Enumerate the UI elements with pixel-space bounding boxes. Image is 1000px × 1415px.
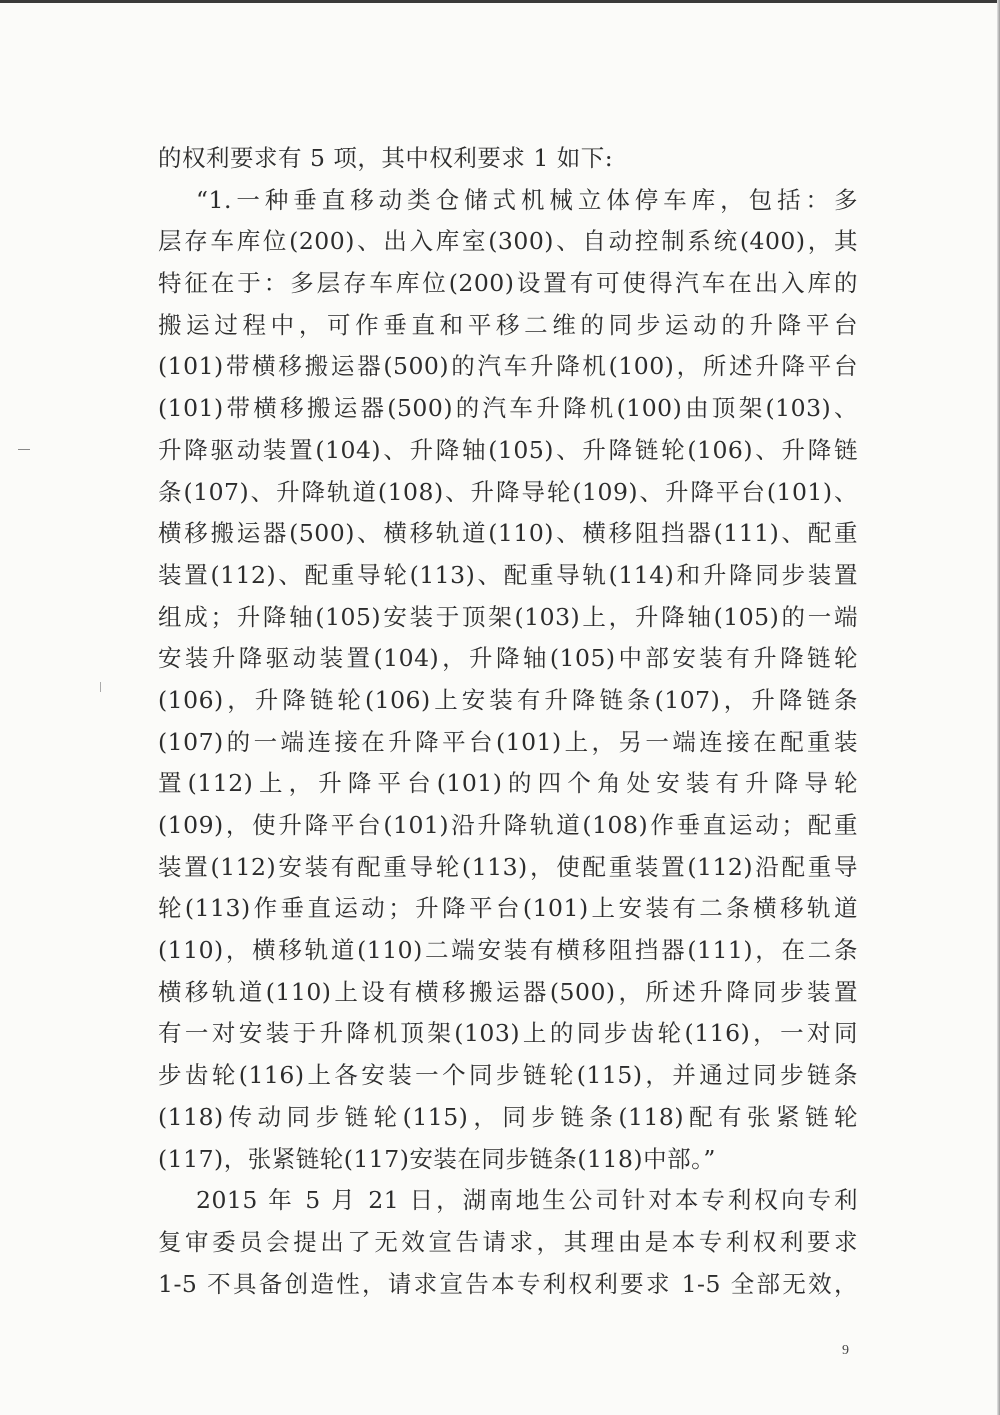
text-line: “1.一种垂直移动类仓储式机械立体停车库，包括：多 [196,185,858,214]
scan-top-border [0,0,1000,3]
text-line: 置(112)上，升降平台(101)的四个角处安装有升降导轮 [158,769,858,798]
text-line: 轮(113)作垂直运动；升降平台(101)上安装有二条横移轨道 [158,894,858,923]
text-line: 2015 年 5 月 21 日，湖南地生公司针对本专利权向专利 [196,1186,858,1215]
text-line: 有一对安装于升降机顶架(103)上的同步齿轮(116)，一对同 [158,1019,858,1048]
text-line: 组成；升降轴(105)安装于顶架(103)上，升降轴(105)的一端 [158,602,858,631]
text-line: (101)带横移搬运器(500)的汽车升降机(100)，所述升降平台 [158,352,858,381]
text-line: 搬运过程中，可作垂直和平移二维的同步运动的升降平台 [158,310,858,339]
text-line: 特征在于：多层存车库位(200)设置有可使得汽车在出入库的 [158,269,858,298]
text-line: 复审委员会提出了无效宣告请求，其理由是本专利权利要求 [158,1227,858,1256]
page-number: 9 [842,1343,849,1358]
text-line: 步齿轮(116)上各安装一个同步链轮(115)，并通过同步链条 [158,1061,858,1090]
text-line: (107)的一端连接在升降平台(101)上，另一端连接在配重装 [158,727,858,756]
document-body [158,138,858,1305]
text-line: 横移轨道(110)上设有横移搬运器(500)，所述升降同步装置 [158,977,858,1006]
text-line: 条(107)、升降轨道(108)、升降导轮(109)、升降平台(101)、 [158,477,858,506]
text-line: (106)，升降链轮(106)上安装有升降链条(107)，升降链条 [158,685,858,714]
text-line: (101)带横移搬运器(500)的汽车升降机(100)由顶架(103)、 [158,394,858,423]
text-line: (117)，张紧链轮(117)安装在同步链条(118)中部。” [158,1144,716,1173]
text-line: 装置(112)安装有配重导轮(113)，使配重装置(112)沿配重导 [158,852,858,881]
text-line: 装置(112)、配重导轮(113)、配重导轨(114)和升降同步装置 [158,560,858,589]
text-line: 的权利要求有 5 项，其中权利要求 1 如下: [158,144,614,172]
text-line: 横移搬运器(500)、横移轨道(110)、横移阻挡器(111)、配重 [158,519,858,548]
text-line: 层存车库位(200)、出入库室(300)、自动控制系统(400)，其 [158,227,858,256]
scan-mark [18,449,30,450]
text-line: 升降驱动装置(104)、升降轴(105)、升降链轮(106)、升降链 [158,435,858,464]
text-line: (110)，横移轨道(110)二端安装有横移阻挡器(111)，在二条 [158,936,858,965]
text-line: 1-5 不具备创造性，请求宣告本专利权利要求 1-5 全部无效， [158,1269,858,1298]
text-line: (109)，使升降平台(101)沿升降轨道(108)作垂直运动；配重 [158,811,858,839]
text-line: 安装升降驱动装置(104)，升降轴(105)中部安装有升降链轮 [158,644,858,673]
text-line: (118)传动同步链轮(115)，同步链条(118)配有张紧链轮 [158,1102,858,1131]
scan-mark [100,682,101,692]
